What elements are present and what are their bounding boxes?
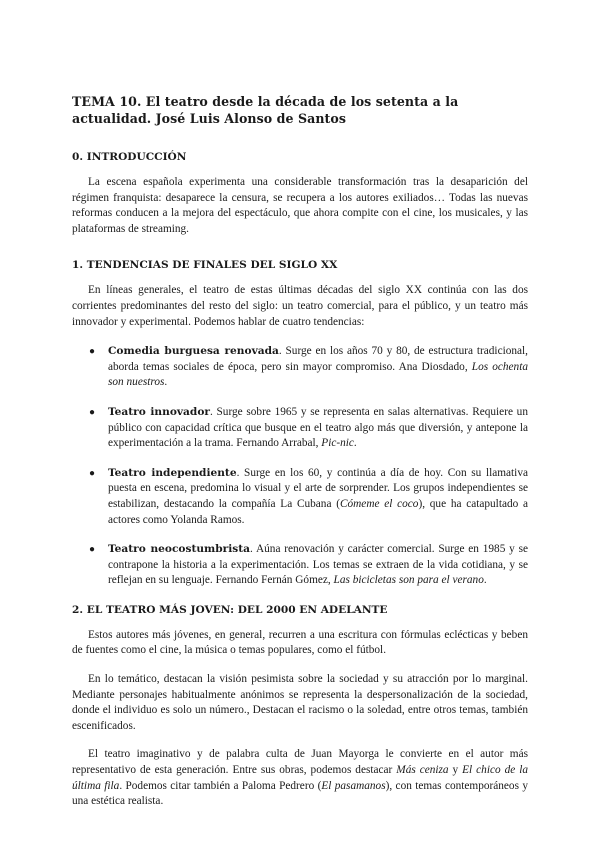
item-text: . Surge en los 60, y continúa a día de hoy. Con su llamativa puesta en escena, predomina lo visual y el arte de sorprender. Los grupos independientes se estabilizan, destacando la compañía La Cubana ( — [108, 466, 528, 510]
work-title: Más ceniza — [396, 764, 449, 777]
item-term: Teatro independiente — [108, 466, 237, 479]
section-tendencias — [72, 258, 528, 589]
list-item — [89, 405, 528, 452]
list-item — [89, 344, 529, 391]
text-run: . Podemos citar también a Paloma Pedrero ( — [119, 779, 322, 792]
text-run: El teatro imaginativo y de palabra culta de Juan Mayorga le convierte en el autor más representativo de esta generación. Entre sus obras, podemos destacar — [72, 748, 528, 777]
section-introduccion — [72, 150, 528, 237]
item-work: Pic-nic — [321, 437, 354, 450]
text-run: y — [448, 764, 463, 777]
paragraph: En líneas generales, el teatro de estas últimas décadas del siglo XX continúa con las dos corrientes predominantes del resto del siglo: un teatro comercial, para el público, y un teatro más innovador y experimental. Podemos hablar de cuatro tendencias: — [72, 284, 528, 328]
item-term: Teatro innovador — [108, 405, 210, 418]
item-tail: . — [164, 376, 168, 389]
item-tail: ), que ha catapultado a actores como Yolanda Ramos. — [108, 497, 529, 526]
work-title: El chico de la última fila — [72, 764, 529, 792]
item-work: Las bicicletas son para el verano — [333, 574, 484, 587]
section-heading: 2. EL TEATRO MÁS JOVEN: DEL 2000 EN ADELANTE — [72, 603, 388, 616]
text-run: ), con temas contemporáneos y una estética realista. — [72, 779, 528, 808]
item-text: . Surge en los años 70 y 80, de estructura tradicional, aborda temas sociales de época, pero sin mayor compromiso. Ana Diosdado, — [108, 345, 529, 373]
document-title: TEMA 10. El teatro desde la década de los setenta a la actualidad. José Luis Alonso de Santos — [72, 94, 459, 126]
item-work: Cómeme el coco — [339, 497, 419, 510]
bullet-icon: ● — [89, 544, 96, 556]
item-tail: . — [483, 574, 487, 587]
item-term: Comedia burguesa renovada — [108, 345, 279, 358]
paragraph — [72, 747, 528, 809]
section-heading: 0. INTRODUCCIÓN — [72, 151, 187, 163]
item-text: . Aúna renovación y carácter comercial. Surge en 1985 y se contrapone la historia a la experimentación. Los temas se extraen de la vida cotidiana, y se reflejan en su lenguaje. Fernando Fernán Gómez, — [108, 543, 528, 587]
item-tail: . — [353, 437, 357, 450]
list-item — [89, 542, 528, 589]
item-text: . Surge sobre 1965 y se representa en salas alternativas. Requiere un público con capacidad crítica que busque en el teatro algo más que diversión, y antepone la experimentación a la trama. Fernando Arrabal, — [108, 405, 528, 450]
paragraph: Estos autores más jóvenes, en general, recurren a una escritura con fórmulas eclécticas y beben de fuentes como el cine, la música o temas populares, como el fútbol. — [72, 628, 528, 657]
paragraph: En lo temático, destacan la visión pesimista sobre la sociedad y su atracción por lo marginal. Mediante personajes habitualmente anónimos se representa la despersonalización de la sociedad, donde el individuo es solo un número., Destacan el racismo o la soledad, entre otros temas, también escenificados. — [72, 673, 528, 732]
bullet-icon: ● — [89, 467, 96, 479]
list-item — [89, 466, 529, 528]
section-heading: 1. TENDENCIAS DE FINALES DEL SIGLO XX — [72, 259, 338, 272]
tendencias-list — [72, 344, 528, 589]
section-teatro-joven — [72, 603, 528, 810]
work-title: El pasamanos — [321, 779, 386, 792]
paragraph: La escena española experimenta una considerable transformación tras la desaparición del régimen franquista: desaparece la censura, se recupera a los autores exiliados… Todas las nuevas reformas conducen a la mejora del espectáculo, que ahora compite con el cine, los musicales, y las plataformas de streaming. — [72, 176, 528, 235]
bullet-icon: ● — [89, 346, 96, 358]
bullet-icon: ● — [89, 406, 96, 418]
item-term: Teatro neocostumbrista — [108, 543, 250, 556]
item-work: Los ochenta son nuestros — [108, 360, 528, 389]
